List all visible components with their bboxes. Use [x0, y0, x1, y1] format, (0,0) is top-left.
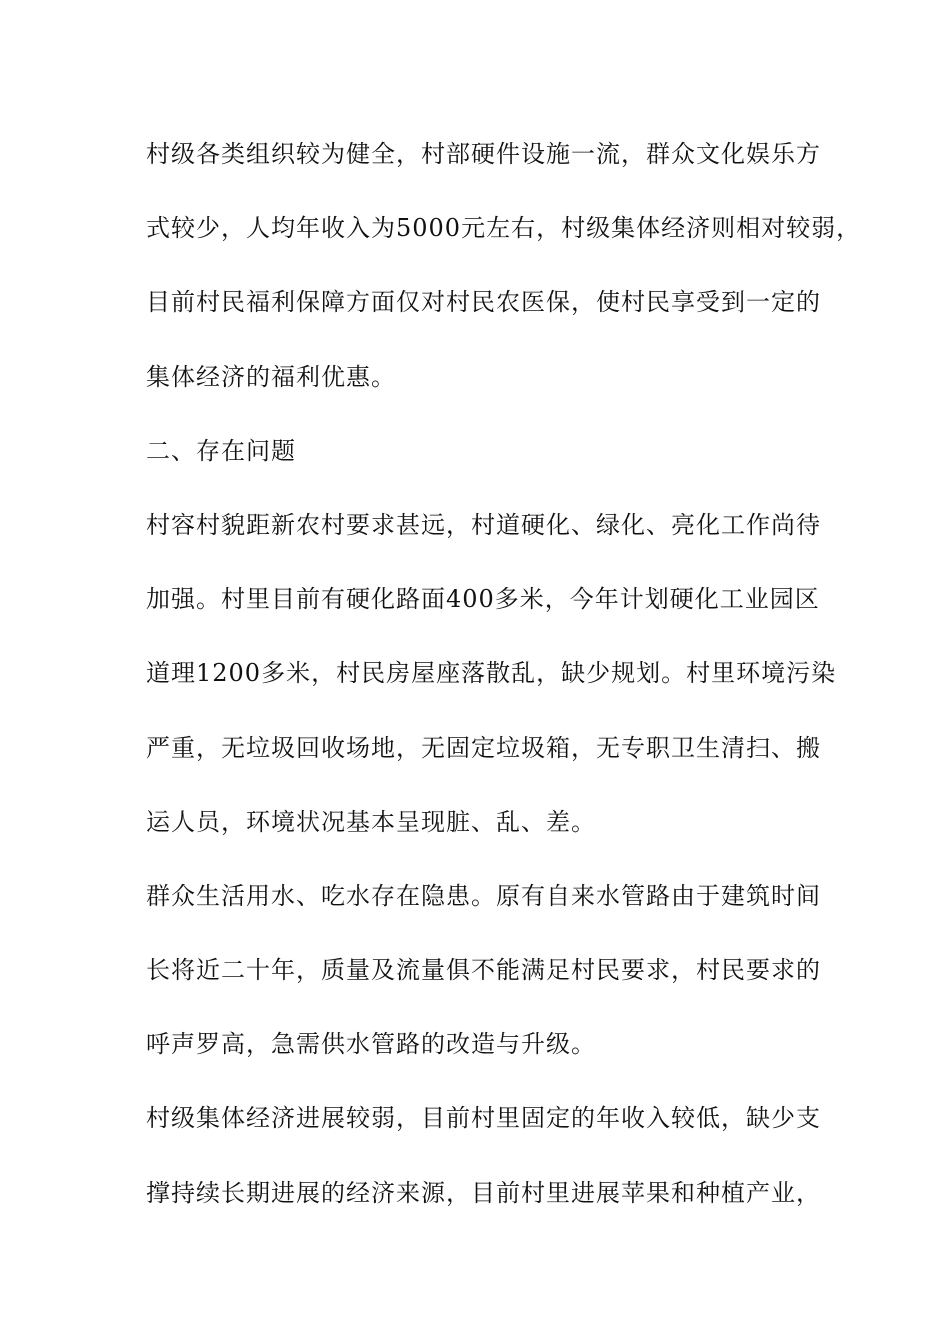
text-line: 村级集体经济进展较弱，目前村里固定的年收入较低，缺少支 [146, 1104, 821, 1133]
text-line: 撑持续长期进展的经济来源，目前村里进展苹果和种植产业， [146, 1178, 821, 1207]
text-line: 加强。村里目前有硬化路面400多米，今年计划硬化工业园区 [146, 585, 820, 614]
text-line: 式较少，人均年收入为5000元左右，村级集体经济则相对较弱， [146, 214, 862, 243]
text-line: 村容村貌距新农村要求甚远，村道硬化、绿化、亮化工作尚待 [146, 510, 821, 539]
text-line: 呼声罗高，急需供水管路的改造与升级。 [146, 1030, 596, 1059]
text-line: 群众生活用水、吃水存在隐患。原有自来水管路由于建筑时间 [146, 881, 821, 910]
text-line: 长将近二十年，质量及流量俱不能满足村民要求，村民要求的 [146, 956, 821, 985]
document-body [146, 134, 862, 1247]
text-line: 集体经济的福利优惠。 [146, 362, 396, 391]
text-line: 严重，无垃圾回收场地，无固定垃圾箱，无专职卫生清扫、搬 [146, 733, 821, 762]
section-heading: 二、存在问题 [146, 436, 296, 465]
text-line: 运人员，环境状况基本呈现脏、乱、差。 [146, 807, 596, 836]
text-line: 道理1200多米，村民房屋座落散乱，缺少规划。村里环境污染 [146, 659, 837, 688]
text-line: 目前村民福利保障方面仅对村民农医保，使村民享受到一定的 [146, 288, 821, 317]
text-line: 村级各类组织较为健全，村部硬件设施一流，群众文化娱乐方 [146, 140, 821, 168]
